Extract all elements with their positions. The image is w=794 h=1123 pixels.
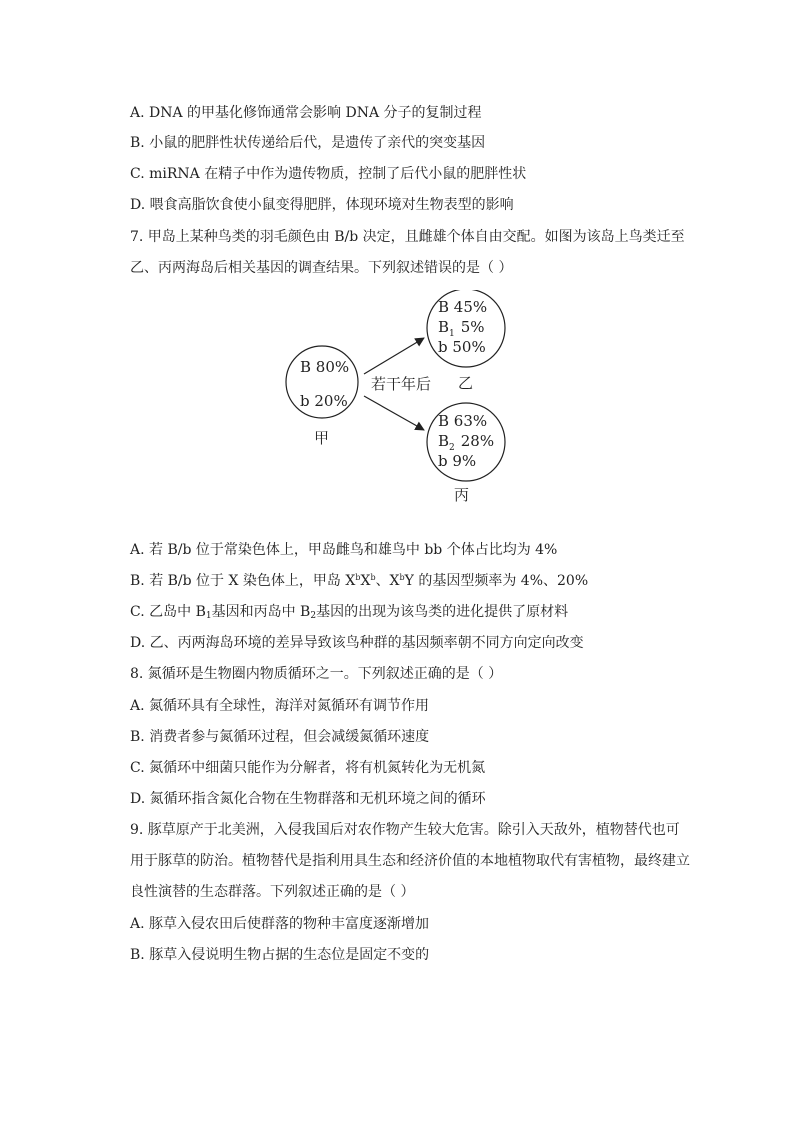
q7-option-c: C. 乙岛中 $B_1$基因和丙岛中 $B_2$基因的出现为该鸟类的进化提供了原材料 — [130, 604, 569, 621]
jia-b-freq: b 20% — [300, 392, 348, 410]
q7-option-d: D. 乙、丙两海岛环境的差异导致该鸟种群的基因频率朝不同方向定向改变 — [130, 635, 584, 651]
island-bing-label: 丙 — [454, 486, 470, 504]
q8-option-c: C. 氮循环中细菌只能作为分解者，将有机氮转化为无机氮 — [130, 760, 486, 776]
arrow-to-yi — [364, 338, 424, 374]
yi-b-freq: b 50% — [438, 338, 486, 356]
q7-option-a: A. 若 B/b 位于常染色体上，甲岛雌鸟和雄鸟中 bb 个体占比均为 4% — [130, 542, 558, 558]
q8-option-d: D. 氮循环指含氮化合物在生物群落和无机环境之间的循环 — [130, 791, 486, 807]
q9-option-a: A. 豚草入侵农田后使群落的物种丰富度逐渐增加 — [130, 916, 430, 932]
q6-option-d: D. 喂食高脂饮食使小鼠变得肥胖，体现环境对生物表型的影响 — [130, 197, 514, 213]
q9-stem-line2: 用于豚草的防治。植物替代是指利用具生态和经济价值的本地植物取代有害植物，最终建立 — [130, 853, 690, 869]
q6-option-a: A. DNA 的甲基化修饰通常会影响 DNA 分子的复制过程 — [130, 105, 482, 121]
q9-option-b: B. 豚草入侵说明生物占据的生态位是固定不变的 — [130, 947, 430, 963]
q9-stem-line3: 良性演替的生态群落。下列叙述正确的是（ ） — [130, 884, 415, 900]
gene-frequency-diagram — [280, 290, 520, 510]
island-jia-label: 甲 — [314, 429, 330, 447]
q8-stem: 8. 氮循环是生物圈内物质循环之一。下列叙述正确的是（ ） — [130, 666, 503, 682]
arrow-to-bing — [364, 396, 424, 430]
bing-B2-freq: $B_2$ 28% — [438, 432, 495, 453]
q7-stem-line2: 乙、丙两海岛后相关基因的调查结果。下列叙述错误的是（ ） — [130, 260, 513, 276]
q7-stem-line1: 7. 甲岛上某种鸟类的羽毛颜色由 B/b 决定，且雌雄个体自由交配。如图为该岛上鸟类迁至 — [130, 229, 685, 245]
q6-option-b: B. 小鼠的肥胖性状传递给后代，是遗传了亲代的突变基因 — [130, 135, 486, 151]
bing-b-freq: b 9% — [438, 452, 477, 470]
q7-option-b: B. 若 B/b 位于 X 染色体上，甲岛 $X^bX^b$、$X^bY$ 的基因型频率为 4%、20% — [130, 573, 589, 589]
q8-option-a: A. 氮循环具有全球性，海洋对氮循环有调节作用 — [130, 698, 430, 714]
q8-option-b: B. 消费者参与氮循环过程，但会减缓氮循环速度 — [130, 729, 430, 745]
q6-option-c: C. miRNA 在精子中作为遗传物质，控制了后代小鼠的肥胖性状 — [130, 166, 527, 182]
q9-stem-line1: 9. 豚草原产于北美洲，入侵我国后对农作物产生较大危害。除引入天敌外，植物替代也可 — [130, 822, 680, 838]
yi-B1-freq: $B_1$ 5% — [438, 318, 485, 339]
yi-B-freq: B 45% — [438, 298, 488, 316]
bing-B-freq: B 63% — [438, 412, 488, 430]
arrow-label: 若干年后 — [371, 375, 432, 393]
island-yi-label: 乙 — [458, 374, 474, 392]
jia-B-freq: B 80% — [300, 358, 350, 376]
